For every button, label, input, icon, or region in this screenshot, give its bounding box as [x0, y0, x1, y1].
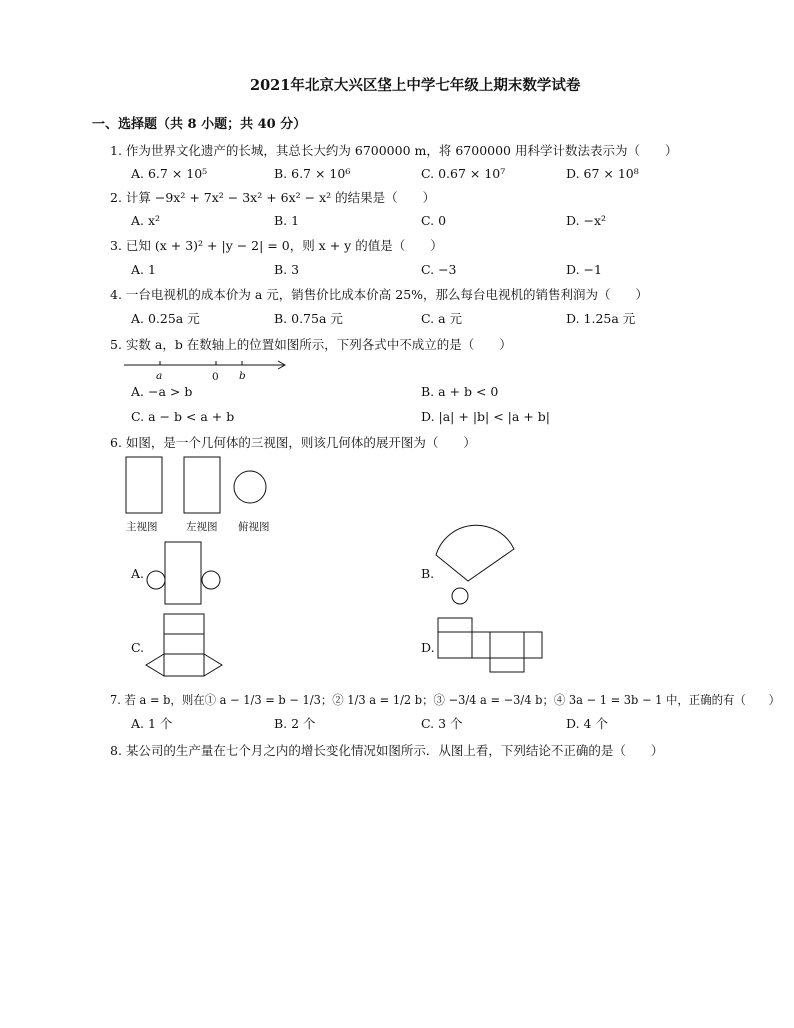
question-6-option-a: A.: [131, 566, 145, 581]
front-view-label: 主视图: [126, 521, 158, 533]
side-view-rect: [184, 457, 220, 513]
question-2-option-c: C. 0: [421, 213, 447, 228]
question-3-stem: 3. 已知 (x + 3)² + |y − 2| = 0，则 x + y 的值是（ ）: [110, 238, 443, 253]
question-7-option-a: A. 1 个: [131, 716, 173, 731]
question-2-option-a: A. x²: [131, 213, 161, 228]
question-4-option-d: D. 1.25a 元: [566, 311, 636, 326]
question-3-option-b: B. 3: [274, 262, 300, 277]
question-5-option-a: A. −a > b: [131, 384, 193, 399]
number-line-label-b: b: [239, 370, 246, 382]
question-4-option-c: C. a 元: [421, 311, 462, 326]
net-d-figure: [436, 616, 548, 676]
question-7-option-c: C. 3 个: [421, 716, 463, 731]
question-3-option-d: D. −1: [566, 262, 602, 277]
net-b-figure: [432, 528, 522, 608]
question-1-stem: 1. 作为世界文化遗产的长城，其总长大约为 6700000 m，将 6700000 用科学计数法表示为（ ）: [110, 143, 678, 158]
question-3-option-a: A. 1: [131, 262, 156, 277]
question-6-option-c: C.: [131, 640, 145, 655]
section-heading: 一、选择题（共 8 小题；共 40 分）: [92, 117, 307, 132]
question-5-option-d: D. |a| + |b| < |a + b|: [421, 409, 550, 424]
front-view-rect: [126, 457, 162, 513]
question-4-stem: 4. 一台电视机的成本价为 a 元，销售价比成本价高 25%，那么每台电视机的销售利润为（ ）: [110, 287, 649, 302]
question-6-stem: 6. 如图，是一个几何体的三视图，则该几何体的展开图为（ ）: [110, 435, 476, 450]
number-line-label-a: a: [156, 370, 163, 382]
question-1-option-c: C. 0.67 × 10⁷: [421, 166, 506, 181]
question-4-option-a: A. 0.25a 元: [131, 311, 200, 326]
top-view-circle: [234, 471, 266, 503]
number-line-figure: [124, 356, 294, 384]
question-6-option-d: D.: [421, 640, 435, 655]
side-view-label: 左视图: [186, 521, 218, 533]
question-1-option-d: D. 67 × 10⁸: [566, 166, 639, 181]
question-2-stem: 2. 计算 −9x² + 7x² − 3x² + 6x² − x² 的结果是（ ）: [110, 190, 436, 205]
question-8-stem: 8. 某公司的生产量在七个月之内的增长变化情况如图所示．从图上看，下列结论不正确的是（ ）: [110, 743, 664, 758]
number-line-label-zero: 0: [212, 371, 219, 383]
question-2-option-d: D. −x²: [566, 213, 607, 228]
page-title: 2021年北京大兴区垡上中学七年级上期末数学试卷: [250, 77, 581, 94]
question-7-option-d: D. 4 个: [566, 716, 608, 731]
question-5-stem: 5. 实数 a，b 在数轴上的位置如图所示，下列各式中不成立的是（ ）: [110, 337, 512, 352]
three-views-figure: [120, 455, 280, 517]
question-5-option-b: B. a + b < 0: [421, 384, 499, 399]
question-6-option-b: B.: [421, 566, 435, 581]
net-c-figure: [144, 612, 228, 678]
question-5-option-c: C. a − b < a + b: [131, 409, 235, 424]
question-2-option-b: B. 1: [274, 213, 300, 228]
question-7-option-b: B. 2 个: [274, 716, 316, 731]
question-1-option-b: B. 6.7 × 10⁶: [274, 166, 351, 181]
top-view-label: 俯视图: [238, 521, 270, 533]
question-7-stem: 7. 若 a = b，则在① a − 1/3 = b − 1/3；② 1/3 a = 1/2 b；③ −3/4 a = −3/4 b；④ 3a − 1 = 3b − 1 中，正确的有（ ）: [110, 693, 781, 707]
question-4-option-b: B. 0.75a 元: [274, 311, 343, 326]
net-a-figure: [145, 540, 225, 608]
question-3-option-c: C. −3: [421, 262, 457, 277]
question-1-option-a: A. 6.7 × 10⁵: [131, 166, 208, 181]
